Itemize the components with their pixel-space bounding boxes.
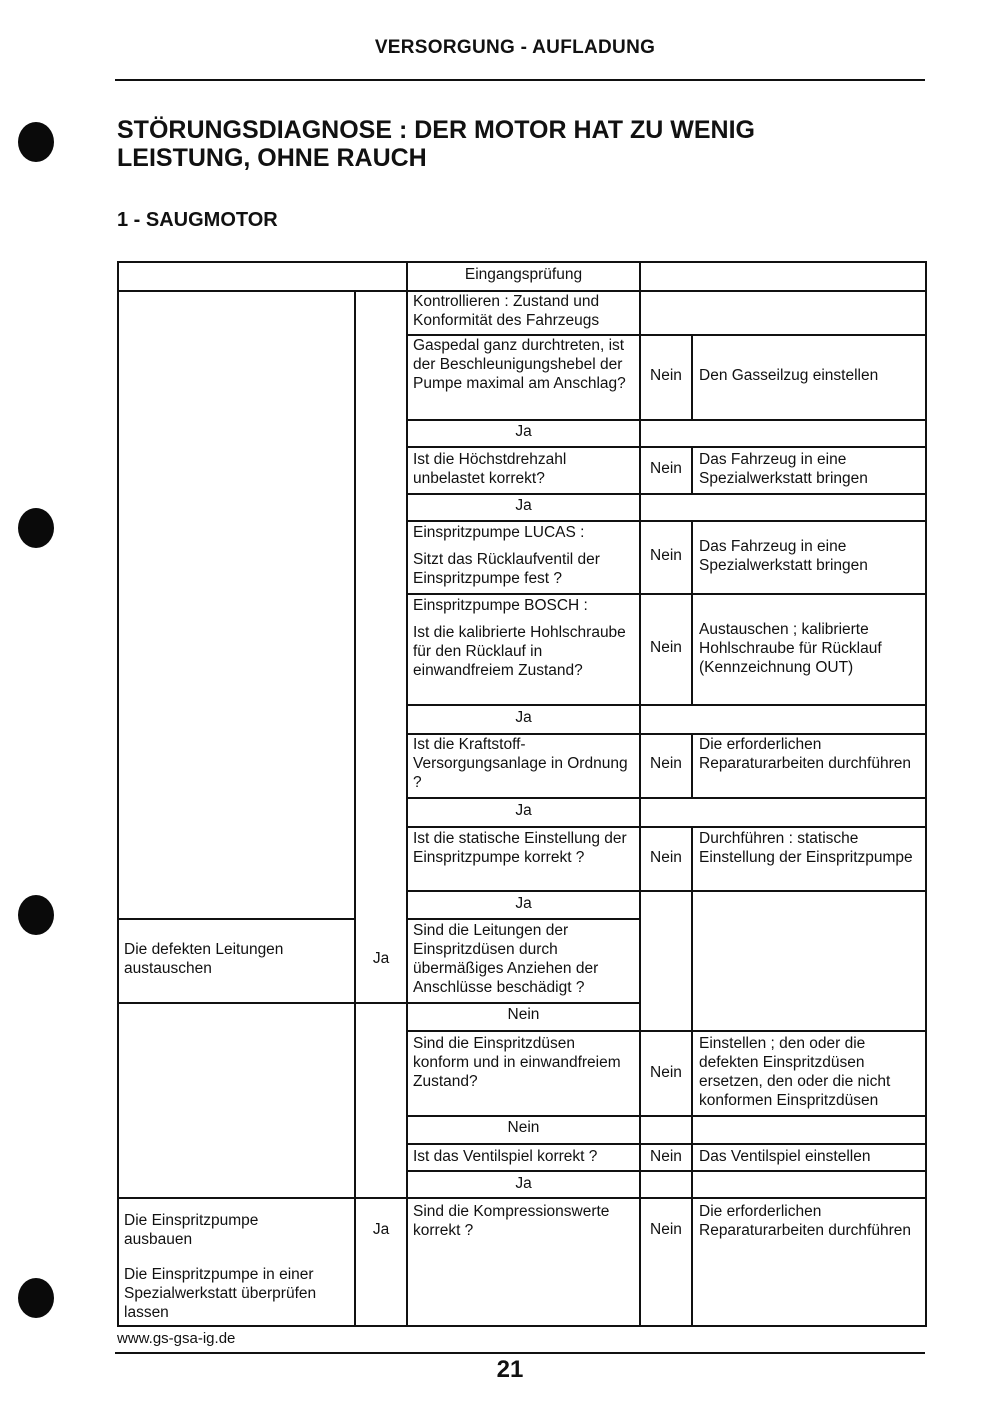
grid-line [406,1170,927,1172]
no-action: Durchführen : statische Einstellung der Einspritzpumpe [699,830,913,866]
grid-line [119,1002,641,1004]
step-question: Ist die statische Einstellung der Einspritzpumpe korrekt ? [413,830,627,866]
no-action: Das Ventilspiel einstellen [699,1148,871,1165]
punch-hole [18,508,54,548]
no-action: Das Fahrzeug in eine Spezialwerkstatt bringen [699,451,868,487]
punch-hole [18,122,54,162]
no-action: Einstellen ; den oder die defekten Einspritzdüsen ersetzen, den oder die nicht konformen Einspritzdüsen [699,1035,891,1109]
step-question: Sind die Einspritzdüsen konform und in einwandfreiem Zustand? [413,1035,621,1090]
no-label: Nein [650,755,682,772]
no-label: Nein [650,1221,682,1238]
no-label: Nein [650,1148,682,1165]
no-action: Die erforderlichen Reparaturarbeiten durchführen [699,736,911,772]
no-label: Nein [650,460,682,477]
yes-label: Ja [372,1221,390,1238]
grid-line [691,520,693,706]
yes-action: Die defekten Leitungen austauschen [124,941,284,977]
grid-line [691,446,693,495]
grid-line [406,918,641,920]
step-question: Sind die Kompressionswerte korrekt ? [413,1203,610,1239]
grid-line [691,334,693,421]
yes-label: Ja [515,423,532,440]
step-question: Gaspedal ganz durchtreten, ist der Beschleunigungshebel der Pumpe maximal am Anschlag? [413,337,626,392]
step-question: Ist die kalibrierte Hohlschraube für den Rücklauf in einwandfreiem Zustand? [413,624,626,679]
no-action: Das Fahrzeug in eine Spezialwerkstatt bringen [699,538,868,574]
no-label: Nein [650,367,682,384]
yes-label: Ja [515,802,532,819]
page-title [117,116,917,172]
grid-line [406,419,927,421]
step-question: Sitzt das Rücklaufventil der Einspritzpumpe fest ? [413,551,600,587]
punch-hole [18,1278,54,1318]
no-label: Nein [507,1119,540,1136]
grid-line [406,520,927,522]
grid-line [691,826,693,900]
grid-line [406,1030,641,1032]
grid-line [119,1197,927,1199]
step-question: Ist die Höchstdrehzahl unbelastet korrekt? [413,451,567,487]
yes-label: Ja [372,950,390,967]
grid-line [406,797,927,799]
no-action: Die erforderlichen Reparaturarbeiten durchführen [699,1203,911,1239]
no-label: Nein [507,1006,540,1023]
start-label: Eingangsprüfung [464,266,583,283]
section-header: VERSORGUNG - AUFLADUNG [374,37,656,58]
yes-action: Die Einspritzpumpe in einer Spezialwerkstatt überprüfen lassen [124,1266,317,1321]
grid-line [406,493,927,495]
no-action: Den Gasseilzug einstellen [699,367,879,384]
yes-label: Ja [515,709,532,726]
yes-action: Die Einspritzpumpe ausbauen [124,1212,259,1248]
punch-hole [18,895,54,935]
grid-line [639,1030,927,1032]
step-question: Ist die Kraftstoff-Versorgungsanlage in Ordnung ? [413,736,628,791]
grid-line [119,918,356,920]
no-label: Nein [650,1064,682,1081]
step-heading: Einspritzpumpe BOSCH : [413,597,588,614]
page-title-line-2: LEISTUNG, OHNE RAUCH [117,144,427,172]
footer-rule [115,1352,925,1354]
grid-line [406,593,927,595]
step-question: Sind die Leitungen der Einspritzdüsen durch übermäßiges Anziehen der Anschlüsse beschädigt ? [413,922,599,996]
yes-label: Ja [515,895,532,912]
step-question: Kontrollieren : Zustand und Konformität des Fahrzeugs [413,293,600,329]
section-subtitle: 1 - SAUGMOTOR [117,209,278,231]
grid-line [406,704,927,706]
grid-line [691,733,693,799]
grid-line [406,826,927,828]
diagnosis-flowchart [117,261,927,1327]
grid-line [354,290,356,1327]
step-heading: Einspritzpumpe LUCAS : [413,524,585,541]
yes-label: Ja [515,1175,532,1192]
grid-line [691,892,693,1327]
yes-label: Ja [515,497,532,514]
no-action: Austauschen ; kalibrierte Hohlschraube für Rücklauf (Kennzeichnung OUT) [699,621,882,676]
no-label: Nein [650,639,682,656]
grid-line [406,1115,927,1117]
footer-url: www.gs-gsa-ig.de [117,1330,236,1347]
header-rule [115,79,925,81]
no-label: Nein [650,849,682,866]
page-title-line-1: STÖRUNGSDIAGNOSE : DER MOTOR HAT ZU WENIG [117,116,755,144]
grid-line [406,890,927,892]
step-question: Ist das Ventilspiel korrekt ? [413,1148,598,1165]
grid-line [406,446,927,448]
no-label: Nein [650,547,682,564]
grid-line [406,1143,927,1145]
page-number: 21 [496,1356,524,1383]
grid-line [639,263,641,1327]
